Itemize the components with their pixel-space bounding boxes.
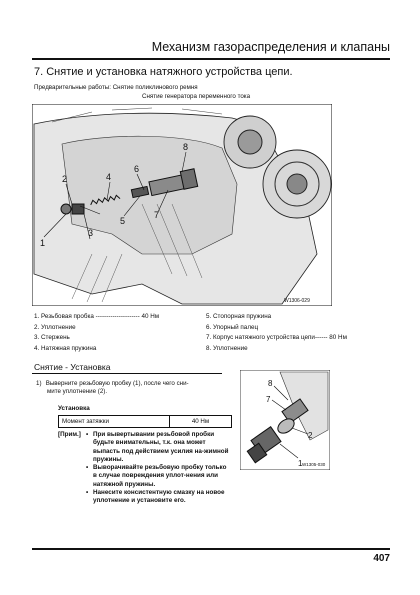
callout-7: 7 — [154, 210, 160, 220]
callout-2: 2 — [62, 174, 68, 184]
note-item: • Выворачивайте резьбовую пробку только в случае повреждения уплот-нения или натяжной пружины. — [86, 464, 232, 489]
preliminary-item: Снятие генератора переменного тока — [142, 92, 251, 100]
torque-value: 40 Нм — [170, 416, 232, 428]
header-rule — [32, 58, 390, 60]
part-item: 2. Уплотнение — [34, 323, 76, 331]
torque-label: Момент затяжки — [59, 416, 170, 428]
note-block — [58, 431, 232, 506]
removal-title: Снятие - Установка — [34, 362, 111, 372]
section-title: 7. Снятие и установка натяжного устройства цепи. — [34, 66, 293, 78]
callout-6: 6 — [134, 164, 140, 174]
note-item: • Нанесите консистентную смазку на новое уплотнение и установите его. — [86, 489, 232, 506]
footer-rule — [32, 548, 390, 550]
step-1 — [36, 380, 232, 396]
figure-code: W1306-029 — [284, 298, 310, 304]
installation-title: Установка — [58, 405, 90, 412]
callout-3: 3 — [88, 228, 94, 238]
callout-4: 4 — [106, 172, 112, 182]
part-item: 6. Упорный палец — [206, 323, 259, 331]
callout-8: 8 — [183, 142, 189, 152]
step-text-line-1: Выверните резьбовую пробку (1), после чего сни- — [45, 380, 189, 387]
chapter-title: Механизм газораспределения и клапаны — [151, 40, 390, 54]
parts-list-right — [206, 312, 347, 354]
page-number: 407 — [373, 553, 390, 564]
step-text-line-2: мите уплотнение (2). — [47, 388, 108, 395]
callout-1: 1 — [40, 238, 46, 248]
subsection-rule — [32, 373, 222, 374]
preliminary-works — [34, 84, 250, 101]
plug-removal-figure — [240, 370, 330, 470]
callout-8: 8 — [268, 379, 273, 388]
note-list — [58, 431, 232, 506]
part-item: 5. Стопорная пружина — [206, 313, 272, 320]
callout-1: 1 — [298, 459, 303, 468]
step-number: 1) — [36, 380, 42, 387]
note-tag: [Прим.] — [58, 431, 81, 438]
tensioner-exploded-figure — [32, 104, 332, 306]
parts-list-left — [34, 312, 159, 354]
note-item: • При вывертывании резьбовой пробки будьте внимательны, т.к. она может выпасть под действием усилия на-жимной пружины. — [86, 431, 232, 464]
callout-7: 7 — [266, 395, 271, 404]
figure-code: W1305-030 — [302, 462, 326, 467]
callout-2: 2 — [308, 431, 313, 440]
torque-table — [58, 415, 232, 428]
callout-5: 5 — [120, 216, 126, 226]
part-item: 4. Натяжная пружина — [34, 344, 97, 352]
part-item: 1. Резьбовая пробка --------------------- 40 Нм — [34, 313, 160, 320]
part-item: 7. Корпус натяжного устройства цепи------ 80 Нм — [206, 334, 347, 341]
preliminary-label: Предварительные работы: — [34, 84, 111, 91]
part-item: 8. Уплотнение — [206, 344, 248, 352]
part-item: 3. Стержень — [34, 334, 70, 341]
preliminary-item: Снятие поликлинового ремня — [112, 84, 198, 91]
